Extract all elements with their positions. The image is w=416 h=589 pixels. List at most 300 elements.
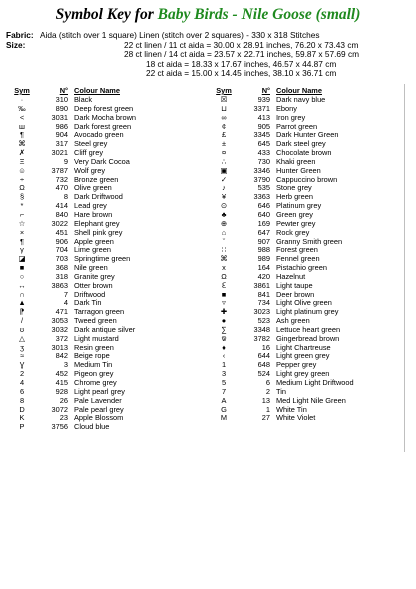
dmc-number-cell: 524 (257, 369, 270, 379)
dmc-number-cell: 730 (257, 156, 270, 166)
table-row (206, 220, 406, 229)
symbol-cell: ♦ (222, 342, 226, 352)
colour-name-cell: Light Olive green (276, 299, 332, 308)
page-title (0, 6, 416, 24)
table-row (4, 140, 204, 149)
table-row (206, 246, 406, 255)
colour-name-cell: Dark Driftwood (74, 193, 123, 202)
dmc-number-cell: 734 (257, 298, 270, 308)
colour-name-cell: Light taupe (276, 281, 313, 290)
colour-name-cell: Pale Lavender (74, 396, 122, 405)
table-row (206, 273, 406, 282)
symbol-cell: ʒ (19, 342, 25, 352)
table-row (4, 423, 204, 432)
symbol-cell: △ (19, 333, 25, 343)
table-row (206, 149, 406, 158)
symbol-cell: ∩ (19, 289, 25, 299)
colour-name-cell: Very Dark Cocoa (74, 157, 130, 166)
dmc-number-cell: 452 (55, 369, 68, 379)
dmc-number-cell: 928 (55, 386, 68, 396)
table-row (206, 344, 406, 353)
table-row (4, 176, 204, 185)
colour-name-cell: Dark steel grey (276, 140, 326, 149)
table-row (206, 202, 406, 211)
table-row (4, 193, 204, 202)
colour-name-cell: Pale pearl grey (74, 405, 124, 414)
symbol-cell: ∷ (221, 245, 227, 255)
table-row (206, 406, 406, 415)
symbol-cell: ↔ (18, 280, 26, 290)
symbol-cell: ‹ (222, 351, 226, 361)
colour-name-cell: Green grey (276, 210, 313, 219)
table-row (4, 335, 204, 344)
dmc-number-cell: 27 (261, 413, 270, 423)
table-row (4, 370, 204, 379)
table-row (4, 255, 204, 264)
colour-name-cell: Chocolate brown (276, 149, 332, 158)
dmc-number-cell: 26 (59, 395, 68, 405)
symbol-cell: ⊙ (220, 201, 228, 211)
colour-name-cell: Med Light Nile Green (276, 396, 346, 405)
dmc-number-cell: 3 (63, 360, 68, 370)
column-divider (404, 84, 405, 452)
table-row (206, 193, 406, 202)
table-row (4, 229, 204, 238)
colour-name-cell: Light pearl grey (74, 387, 125, 396)
dmc-number-cell: 842 (55, 351, 68, 361)
symbol-cell: A (221, 395, 227, 405)
colour-name-cell: Beige rope (74, 352, 110, 361)
symbol-cell: ☆ (18, 218, 26, 228)
symbol-cell: K (19, 413, 25, 423)
colour-name-cell: Light mustard (74, 334, 119, 343)
table-row (206, 96, 406, 105)
dmc-number-cell: 310 (55, 95, 68, 104)
colour-name-cell: Black (74, 96, 93, 104)
dmc-number-cell: 470 (55, 183, 68, 193)
table-row (206, 308, 406, 317)
dmc-number-cell: 414 (55, 201, 68, 211)
symbol-cell: ⌘ (18, 139, 26, 149)
symbol-cell: ✓ (220, 174, 228, 184)
dmc-number-cell: 7 (63, 289, 68, 299)
table-row (4, 379, 204, 388)
dmc-number-cell: 523 (257, 316, 270, 326)
dmc-number-cell: 318 (55, 271, 68, 281)
colour-name-cell: Gingerbread brown (276, 334, 340, 343)
colour-name-cell: Resin green (74, 343, 114, 352)
dmc-number-cell: 169 (257, 218, 270, 228)
dmc-number-cell: 732 (55, 174, 68, 184)
dmc-number-cell: 1 (265, 404, 270, 414)
symbol-cell: ∞ (221, 112, 227, 122)
colour-name-cell: Stone grey (276, 184, 312, 193)
symbol-cell: ▲ (18, 298, 26, 308)
symbol-cell: § (19, 192, 25, 202)
table-row (206, 158, 406, 167)
symbol-cell: P (19, 422, 25, 432)
size-line-3: 18 ct aida = 18.33 x 17.67 inches, 46.57 x 44.87 cm (146, 58, 337, 69)
symbol-cell: < (19, 112, 25, 122)
table-row (4, 273, 204, 282)
dmc-number-cell: 3363 (253, 192, 270, 202)
colour-name-cell: Rock grey (276, 228, 310, 237)
table-row (206, 361, 406, 370)
symbol-cell: G (221, 404, 227, 414)
colour-name-cell: Tarragon green (74, 308, 125, 317)
colour-name-cell: White Violet (276, 414, 316, 423)
symbol-cell: ℇ (221, 280, 227, 290)
symbol-cell: ✗ (18, 148, 26, 158)
dmc-number-cell: 3022 (51, 218, 68, 228)
symbol-cell: 4 (19, 378, 25, 387)
symbol-cell: ○ (19, 271, 25, 281)
symbol-table-right (206, 86, 406, 423)
table-row (4, 299, 204, 308)
dmc-number-cell: 704 (55, 245, 68, 255)
colour-name-cell: Wolf grey (74, 166, 106, 175)
symbol-cell: γ (20, 245, 24, 255)
symbol-cell: ÷ (19, 174, 25, 184)
symbol-cell: * (20, 201, 24, 211)
symbol-cell: Ω (19, 183, 25, 193)
colour-name-cell: Iron grey (276, 113, 306, 122)
colour-name-cell: Chrome grey (74, 379, 117, 387)
symbol-cell: 1 (221, 360, 227, 370)
title-prefix: Symbol Key for (55, 6, 158, 23)
symbol-cell: ☺ (18, 165, 26, 175)
table-row (4, 388, 204, 397)
table-row (206, 105, 406, 114)
table-row (4, 291, 204, 300)
table-row (206, 299, 406, 308)
symbol-cell: ■ (19, 263, 25, 273)
colour-name-cell: Ash green (276, 317, 310, 326)
symbol-cell: ♣ (221, 209, 227, 219)
table-row (206, 140, 406, 149)
symbol-cell: ¶ (20, 236, 24, 246)
table-row (4, 308, 204, 317)
colour-name-cell: Deep forest green (74, 104, 134, 113)
symbol-cell: ѿ (221, 333, 227, 343)
colour-name-cell: Lime green (74, 246, 111, 255)
colour-name-cell: Pewter grey (276, 219, 316, 228)
symbol-cell: ¥ (221, 192, 227, 202)
table-row (4, 282, 204, 291)
symbol-cell: ‰ (18, 103, 26, 113)
colour-name-cell: Cappuccino brown (276, 175, 338, 184)
table-row (4, 406, 204, 415)
symbol-cell: 7 (221, 386, 227, 396)
symbol-cell: 8 (19, 395, 25, 405)
dmc-number-cell: 988 (257, 245, 270, 255)
table-row (4, 397, 204, 406)
colour-name-cell: Medium Tin (74, 361, 113, 370)
symbol-cell: 3 (221, 369, 227, 379)
table-row (4, 246, 204, 255)
fabric-label: Fabric: (6, 30, 34, 40)
colour-name-cell: Dark Hunter Green (276, 131, 339, 140)
colour-name-cell: Khaki green (276, 157, 316, 166)
symbol-cell: ш (19, 121, 25, 131)
dmc-number-cell: 904 (55, 130, 68, 140)
size-line-2: 28 ct linen / 14 ct aida = 23.57 x 22.71 inches, 59.87 x 57.69 cm (124, 49, 360, 60)
dmc-number-cell: 989 (257, 254, 270, 264)
table-row (4, 317, 204, 326)
symbol-cell: ʊ (19, 324, 25, 334)
table-row (4, 105, 204, 114)
dmc-number-cell: 647 (257, 227, 270, 237)
symbol-cell: ⁋ (19, 307, 25, 317)
symbol-cell: ◪ (18, 254, 26, 264)
colour-name-cell: Nile green (74, 264, 108, 273)
symbol-cell: × (19, 227, 25, 237)
dmc-number-cell: 890 (55, 103, 68, 113)
symbol-cell: 6 (19, 386, 25, 396)
dmc-number-cell: 645 (257, 139, 270, 149)
symbol-cell: ¶ (20, 130, 24, 140)
colour-name-cell: Hare brown (74, 210, 113, 219)
table-row (4, 344, 204, 353)
table-row (4, 123, 204, 132)
symbol-cell: D (19, 404, 25, 414)
header-name: Colour Name (74, 86, 120, 95)
symbol-cell: ▣ (220, 165, 228, 175)
dmc-number-cell: 841 (257, 289, 270, 299)
symbol-cell: ● (221, 316, 227, 326)
table-row (206, 255, 406, 264)
table-row (206, 264, 406, 273)
dmc-number-cell: 8 (63, 192, 68, 202)
colour-name-cell: Dark Mocha brown (74, 113, 137, 122)
pattern-info (6, 31, 410, 79)
symbol-cell: Ω (221, 271, 227, 281)
table-row (4, 220, 204, 229)
table-row (206, 397, 406, 406)
dmc-number-cell: 3348 (253, 324, 270, 334)
dmc-number-cell: 3031 (51, 112, 68, 122)
dmc-number-cell: 16 (261, 342, 270, 352)
dmc-number-cell: 2 (265, 386, 270, 396)
table-row (4, 238, 204, 247)
size-line-1: 22 ct linen / 11 ct aida = 30.00 x 28.91 inches, 76.20 x 73.43 cm (124, 39, 359, 50)
table-row (206, 335, 406, 344)
dmc-number-cell: 368 (55, 263, 68, 273)
symbol-cell: ± (221, 139, 227, 149)
symbol-cell: ˇ (222, 236, 226, 246)
dmc-number-cell: 420 (257, 271, 270, 281)
table-row (206, 176, 406, 185)
colour-name-cell: Hunter Green (276, 166, 321, 175)
dmc-number-cell: 317 (55, 139, 68, 149)
table-row (4, 114, 204, 123)
colour-name-cell: Parrot green (276, 122, 318, 131)
dmc-number-cell: 648 (257, 360, 270, 370)
dmc-number-cell: 3863 (51, 280, 68, 290)
symbol-cell: ⊔ (221, 103, 227, 113)
symbol-cell: ▿ (222, 298, 226, 308)
colour-name-cell: Elephant grey (74, 219, 120, 228)
colour-name-cell: Apple Blossom (74, 414, 124, 423)
dmc-number-cell: 703 (55, 254, 68, 264)
dmc-number-cell: 451 (55, 227, 68, 237)
table-row (4, 158, 204, 167)
symbol-cell: ¤ (221, 148, 227, 158)
colour-name-cell: Medium Light Driftwood (276, 379, 354, 387)
dmc-number-cell: 640 (257, 209, 270, 219)
symbol-cell: £ (221, 130, 227, 140)
symbol-cell: ⊕ (220, 218, 228, 228)
dmc-number-cell: 3346 (253, 165, 270, 175)
colour-name-cell: Dark navy blue (276, 96, 326, 104)
symbol-cell: ♪ (222, 183, 226, 193)
dmc-number-cell: 907 (257, 236, 270, 246)
colour-name-cell: Lettuce heart green (276, 325, 341, 334)
table-row (4, 211, 204, 220)
dmc-number-cell: 4 (63, 298, 68, 308)
table-row (4, 414, 204, 423)
dmc-number-cell: 3023 (253, 307, 270, 317)
dmc-number-cell: 3053 (51, 316, 68, 326)
symbol-cell: M (220, 413, 228, 423)
colour-name-cell: Hazelnut (276, 272, 306, 281)
fabric-value: Aida (stitch over 1 square) Linen (stitch over 2 squares) - 330 x 318 Stitches (40, 30, 320, 40)
colour-name-cell: Cloud blue (74, 423, 110, 432)
dmc-number-cell: 9 (63, 156, 68, 166)
colour-name-cell: Bronze green (74, 175, 119, 184)
table-row (206, 352, 406, 361)
dmc-number-cell: 3790 (253, 174, 270, 184)
dmc-number-cell: 433 (257, 148, 270, 158)
colour-name-cell: Pigeon grey (74, 370, 114, 379)
table-row (4, 96, 204, 105)
symbol-cell: ∑ (221, 324, 227, 334)
dmc-number-cell: 3787 (51, 165, 68, 175)
colour-name-cell: Ebony (276, 104, 297, 113)
dmc-number-cell: 415 (55, 378, 68, 387)
symbol-cell: ≈ (19, 351, 25, 361)
table-row (206, 291, 406, 300)
colour-name-cell: Cliff grey (74, 149, 104, 158)
size-line-4: 22 ct aida = 15.00 x 14.45 inches, 38.10 x 36.71 cm (146, 68, 337, 79)
colour-name-cell: Lead grey (74, 202, 107, 211)
dmc-number-cell: 906 (55, 236, 68, 246)
dmc-number-cell: 23 (59, 413, 68, 423)
symbol-cell: 2 (19, 369, 25, 379)
dmc-number-cell: 3072 (51, 404, 68, 414)
dmc-number-cell: 535 (257, 183, 270, 193)
symbol-cell: ¢ (221, 121, 227, 131)
table-row (4, 167, 204, 176)
colour-name-cell: Granite grey (74, 272, 115, 281)
colour-name-cell: Otter brown (74, 281, 113, 290)
dmc-number-cell: 646 (257, 201, 270, 211)
table-row (4, 149, 204, 158)
table-row (4, 326, 204, 335)
symbol-cell: ✚ (220, 307, 228, 317)
header-sym: Sym (14, 86, 30, 95)
colour-name-cell: Dark antique silver (74, 325, 136, 334)
colour-name-cell: Springtime green (74, 255, 131, 264)
dmc-number-cell: 905 (257, 121, 270, 131)
header-num: N° (261, 86, 270, 95)
table-row (206, 114, 406, 123)
dmc-number-cell: 939 (257, 95, 270, 104)
symbol-cell: · (20, 95, 24, 104)
symbol-cell: ⌘ (220, 254, 228, 264)
table-row (206, 184, 406, 193)
dmc-number-cell: 3345 (253, 130, 270, 140)
table-row (4, 352, 204, 361)
colour-name-cell: Fennel green (276, 255, 320, 264)
dmc-number-cell: 986 (55, 121, 68, 131)
dmc-number-cell: 471 (55, 307, 68, 317)
dmc-number-cell: 13 (261, 395, 270, 405)
table-row (206, 379, 406, 388)
colour-name-cell: Dark Tin (74, 299, 102, 308)
table-row (206, 131, 406, 140)
symbol-cell: Ξ (19, 156, 25, 166)
size-label: Size: (6, 39, 26, 50)
symbol-cell: ∴ (221, 156, 227, 166)
dmc-number-cell: 372 (55, 333, 68, 343)
dmc-number-cell: 840 (55, 209, 68, 219)
colour-name-cell: Granny Smith green (276, 237, 343, 246)
colour-name-cell: Pistachio green (276, 264, 327, 273)
symbol-cell: 5 (221, 378, 227, 387)
symbol-cell: ⌐ (19, 209, 25, 219)
dmc-number-cell: 3756 (51, 422, 68, 432)
dmc-number-cell: 3782 (253, 333, 270, 343)
colour-name-cell: Tin (276, 387, 286, 396)
colour-name-cell: Light platinum grey (276, 308, 339, 317)
table-row (206, 167, 406, 176)
symbol-table-left (4, 86, 204, 432)
table-row (4, 184, 204, 193)
dmc-number-cell: 3032 (51, 324, 68, 334)
colour-name-cell: Deer brown (276, 290, 315, 299)
symbol-cell: ☒ (220, 95, 228, 104)
table-row (4, 202, 204, 211)
dmc-number-cell: 413 (257, 112, 270, 122)
table-row (4, 361, 204, 370)
header-num: N° (59, 86, 68, 95)
colour-name-cell: Avocado green (74, 131, 124, 140)
colour-name-cell: Forest green (276, 246, 318, 255)
dmc-number-cell: 3371 (253, 103, 270, 113)
colour-name-cell: Light Chartreuse (276, 343, 331, 352)
colour-name-cell: Driftwood (74, 290, 106, 299)
colour-name-cell: Dark forest green (74, 122, 132, 131)
table-row (4, 264, 204, 273)
colour-name-cell: Light green grey (276, 352, 330, 361)
header-sym: Sym (216, 86, 232, 95)
table-header (206, 86, 406, 96)
table-row (206, 282, 406, 291)
dmc-number-cell: 644 (257, 351, 270, 361)
dmc-number-cell: 3861 (253, 280, 270, 290)
table-header (4, 86, 204, 96)
colour-name-cell: Steel grey (74, 140, 108, 149)
colour-name-cell: Herb green (276, 193, 313, 202)
table-row (4, 131, 204, 140)
dmc-number-cell: 164 (257, 263, 270, 273)
symbol-cell: ■ (221, 289, 227, 299)
table-row (206, 326, 406, 335)
table-row (206, 123, 406, 132)
colour-name-cell: Pepper grey (276, 361, 317, 370)
symbol-cell: ⌂ (221, 227, 227, 237)
